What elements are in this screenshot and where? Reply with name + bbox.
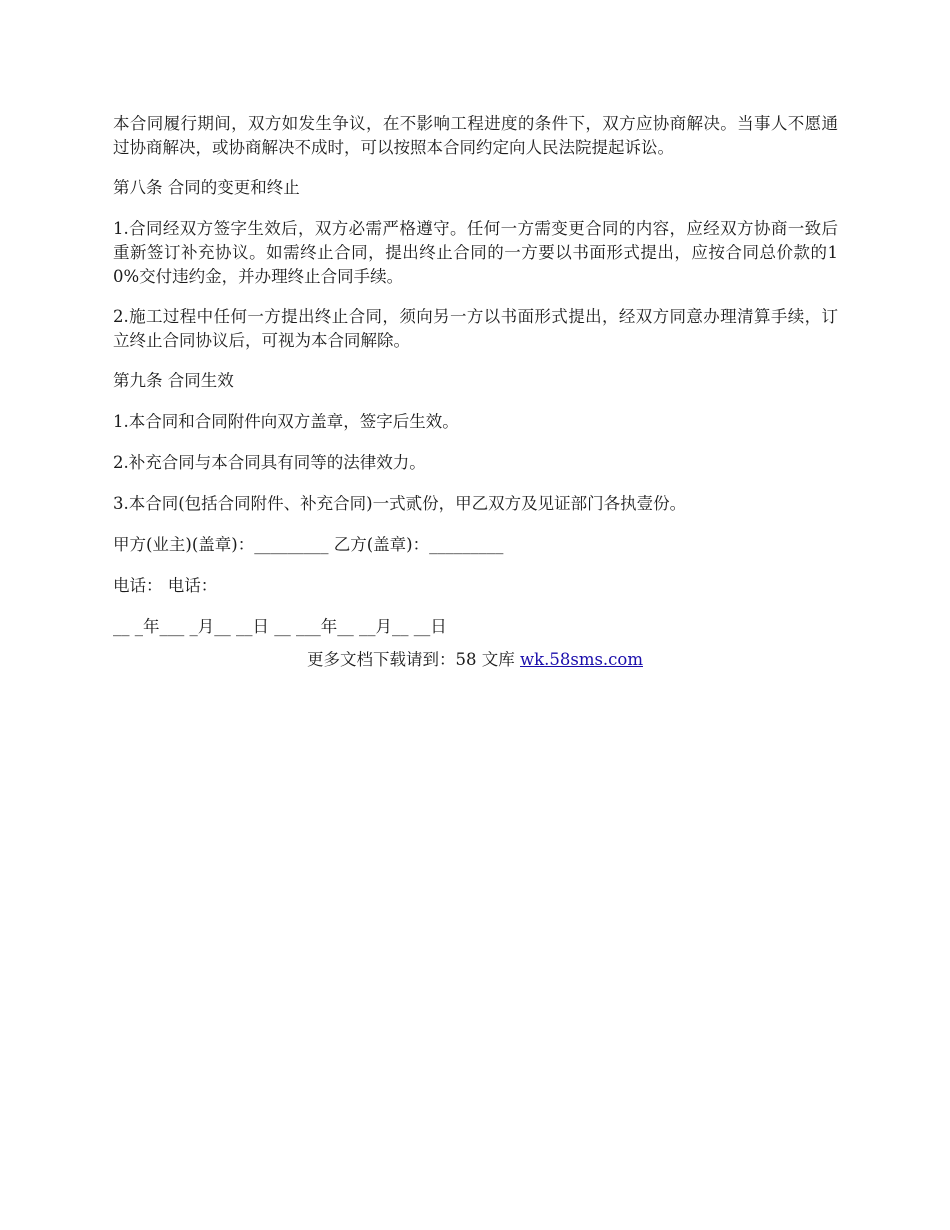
date-line: __ _年___ _月__ __日 __ ___年__ __月__ __日	[113, 617, 447, 636]
article-8-clause-1: 1.合同经双方签字生效后，双方必需严格遵守。任何一方需变更合同的内容，应经双方协商一致后重新签订补充协议。如需终止合同，提出终止合同的一方要以书面形式提出，应按合同总价款的10%交付违约金，并办理终止合同手续。	[113, 219, 838, 286]
article-8-heading: 第八条 合同的变更和终止	[113, 178, 300, 197]
signature-line: 甲方(业主)(盖章)：_________ 乙方(盖章)：_________	[113, 535, 504, 554]
article-9-heading: 第九条 合同生效	[113, 371, 234, 390]
footer-link[interactable]: wk.58sms.com	[519, 650, 643, 669]
dispute-resolution-paragraph: 本合同履行期间，双方如发生争议，在不影响工程进度的条件下，双方应协商解决。当事人不愿通过协商解决，或协商解决不成时，可以按照本合同约定向人民法院提起诉讼。	[113, 114, 838, 157]
article-9-clause-3: 3.本合同(包括合同附件、补充合同)一式贰份，甲乙双方及见证部门各执壹份。	[113, 494, 687, 513]
download-footer	[0, 648, 950, 672]
article-8-clause-2: 2.施工过程中任何一方提出终止合同，须向另一方以书面形式提出，经双方同意办理清算手续，订立终止合同协议后，可视为本合同解除。	[113, 307, 838, 350]
document-body	[113, 112, 838, 656]
phone-line: 电话： 电话：	[113, 576, 218, 595]
article-9-clause-1: 1.本合同和合同附件向双方盖章，签字后生效。	[113, 412, 459, 431]
article-9-clause-2: 2.补充合同与本合同具有同等的法律效力。	[113, 453, 426, 472]
footer-text: 更多文档下载请到：58 文库	[306, 650, 520, 669]
